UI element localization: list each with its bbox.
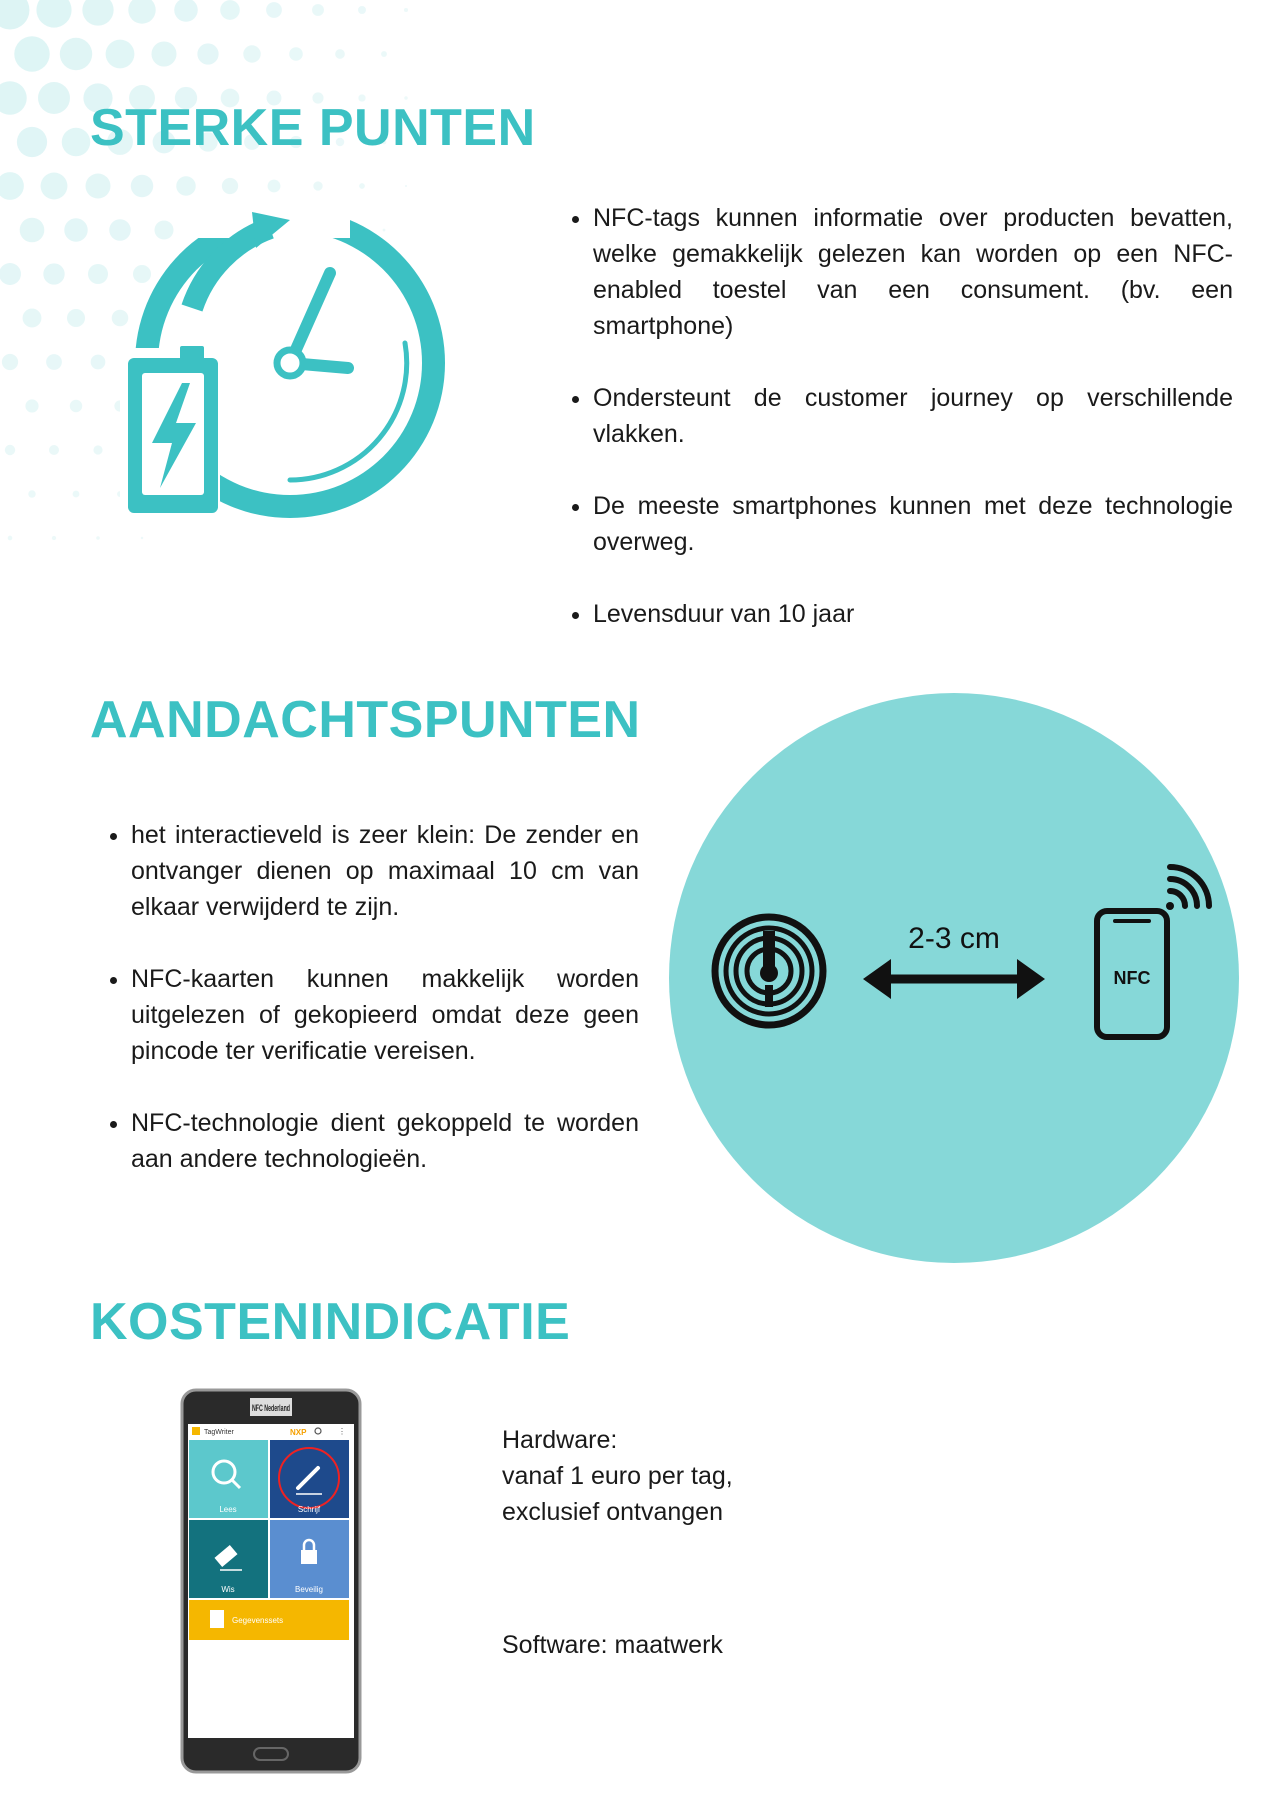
strong-points-list	[563, 200, 1233, 668]
decor-dot	[70, 400, 82, 412]
decor-dot	[52, 536, 56, 540]
decor-dot	[2, 354, 18, 370]
decor-dot	[0, 263, 21, 285]
app-logo-icon	[192, 1427, 200, 1435]
hardware-label: Hardware:	[502, 1426, 618, 1454]
section-title-strong: STERKE PUNTEN	[90, 99, 536, 157]
tile-protect[interactable]	[270, 1520, 349, 1598]
decor-dot	[60, 38, 92, 70]
decor-dot	[38, 82, 70, 114]
decor-dot	[335, 49, 345, 59]
app-title: TagWriter	[204, 1429, 234, 1436]
section-title-cost: KOSTENINDICATIE	[90, 1293, 571, 1351]
decor-dot	[28, 490, 35, 497]
decor-dot	[85, 173, 110, 198]
decor-dot	[88, 264, 108, 284]
document-icon	[210, 1610, 224, 1628]
hardware-price: vanaf 1 euro per tag,	[502, 1462, 733, 1490]
phone-nfc-label: NFC	[1113, 968, 1151, 988]
tile-label: Schrijf	[297, 1505, 321, 1514]
phone-mockup	[180, 1388, 362, 1774]
decor-dot	[243, 45, 260, 62]
decor-dot	[176, 176, 196, 196]
decor-dot	[359, 183, 365, 189]
decor-dot	[0, 81, 27, 114]
list-item: • het interactieveld is zeer klein: De zender en ontvanger dienen op maximaal 10 cm van elkaar verwijderd te zijn.	[131, 817, 639, 925]
decor-dot	[36, 0, 71, 28]
decor-dot	[62, 128, 90, 156]
decor-dot	[131, 175, 153, 197]
clock-battery-icon	[120, 198, 450, 518]
vendor-logo: NXP	[290, 1428, 307, 1437]
decor-dot	[0, 172, 24, 200]
decor-dot	[46, 354, 62, 370]
decor-dot	[313, 181, 322, 190]
list-item: • Ondersteunt de customer journey op verschillende vlakken.	[593, 380, 1233, 452]
decor-dot	[358, 6, 366, 14]
decor-dot	[93, 445, 102, 454]
decor-dot	[41, 173, 68, 200]
decor-dot	[312, 4, 324, 16]
decor-dot	[67, 309, 85, 327]
tile-datasets[interactable]	[189, 1600, 349, 1640]
software-cost: Software: maatwerk	[502, 1631, 723, 1659]
decor-dot	[381, 51, 387, 57]
section-title-attention: AANDACHTSPUNTEN	[90, 691, 641, 749]
lock-icon	[301, 1550, 317, 1564]
decor-dot	[404, 8, 408, 12]
decor-dot	[64, 218, 87, 241]
menu-icon[interactable]: ⋮	[338, 1427, 346, 1436]
app-header	[188, 1424, 354, 1438]
decor-dot	[220, 0, 240, 20]
list-item: • Levensduur van 10 jaar	[593, 596, 1233, 632]
tile-label: Lees	[219, 1505, 237, 1514]
decor-dot	[82, 0, 113, 26]
decor-dot	[96, 536, 100, 540]
hardware-cost	[502, 1422, 733, 1530]
decor-dot	[0, 0, 29, 29]
decor-dot	[197, 43, 218, 64]
decor-dot	[23, 309, 42, 328]
decor-dot	[73, 491, 80, 498]
list-item: • NFC-tags kunnen informatie over producten bevatten, welke gemakkelijk gelezen kan worden op een NFC-enabled toestel van een consument. (bv. een smartphone)	[593, 200, 1233, 344]
tile-label: Beveilig	[294, 1585, 324, 1594]
decor-dot	[106, 40, 135, 69]
decor-dot	[222, 178, 238, 194]
decor-dot	[25, 399, 38, 412]
decor-dot	[43, 263, 64, 284]
decor-dot	[20, 218, 45, 243]
decor-dot	[128, 0, 155, 24]
decor-dot	[17, 127, 47, 157]
tile-label: Gegevenssets	[232, 1616, 284, 1625]
list-item: • NFC-kaarten kunnen makkelijk worden uitgelezen of gekopieerd omdat deze geen pincode ter verificatie vereisen.	[131, 961, 639, 1069]
brand-logo-text: NFC Nederland	[252, 1403, 290, 1413]
tile-write[interactable]	[270, 1440, 349, 1518]
decor-dot	[8, 536, 13, 541]
decor-dot	[289, 47, 303, 61]
list-item: • De meeste smartphones kunnen met deze technologie overweg.	[593, 488, 1233, 560]
tile-label: Wis	[221, 1585, 235, 1594]
decor-dot	[151, 41, 176, 66]
decor-dot	[91, 355, 106, 370]
decor-dot	[268, 180, 281, 193]
decor-dot	[405, 185, 407, 187]
tile-erase[interactable]	[189, 1520, 268, 1598]
decor-dot	[174, 0, 198, 22]
distance-label: 2-3 cm	[908, 922, 1000, 955]
decor-dot	[5, 445, 15, 455]
decor-dot	[141, 537, 143, 539]
tile-read[interactable]	[189, 1440, 268, 1518]
decor-dot	[49, 445, 59, 455]
attention-points-list	[101, 817, 639, 1213]
nfc-distance-diagram	[669, 693, 1239, 1263]
decor-dot	[14, 36, 49, 71]
decor-dot	[266, 2, 282, 18]
list-item: • NFC-technologie dient gekoppeld te worden aan andere technologieën.	[131, 1105, 639, 1177]
hardware-note: exclusief ontvangen	[502, 1498, 723, 1526]
